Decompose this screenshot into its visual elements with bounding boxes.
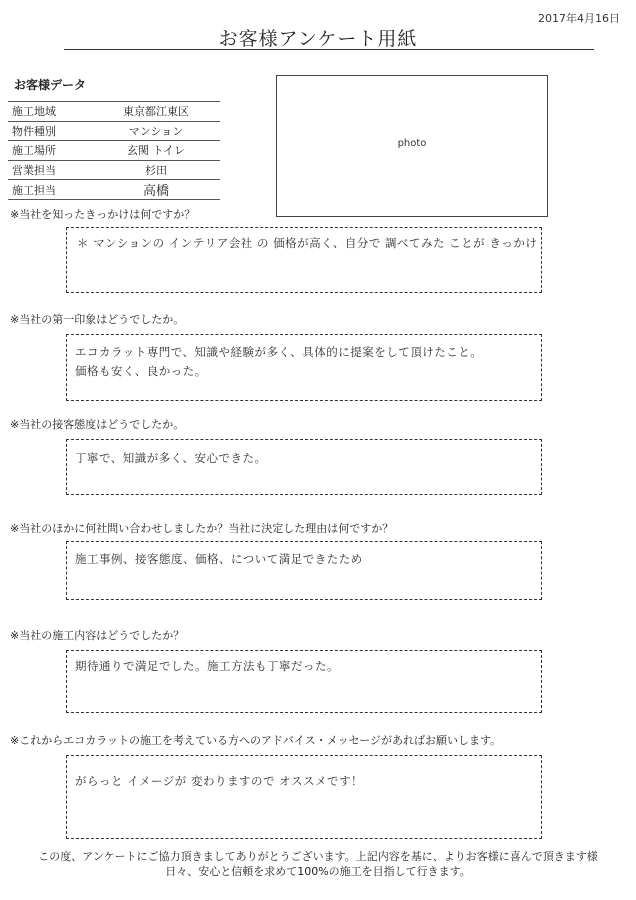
answer-5-line-1: 期待通りで満足でした。施工方法も丁寧だった。 — [75, 659, 339, 673]
info-label: 施工地域 — [12, 105, 56, 119]
info-label: 施工担当 — [12, 183, 56, 197]
info-value: 東京都江東区 — [123, 105, 189, 119]
page-title: お客様アンケート用紙 — [218, 28, 418, 50]
info-label: 物件種別 — [12, 124, 56, 138]
title-underline — [64, 49, 594, 50]
customer-section-heading: お客様データ — [14, 78, 87, 92]
answer-1-line-1: ＊ マンションの インテリア会社 の 価格が高く、自分で 調べてみた ことが きっかけ — [77, 236, 538, 250]
info-value-handwritten: 高橋 — [142, 184, 169, 200]
answer-2-line-1: エコカラット専門で、知識や経験が多く、具体的に提案をして頂けたこと。 — [75, 345, 483, 359]
photo-placeholder — [276, 75, 548, 217]
info-value: 玄関 トイレ — [127, 144, 185, 158]
info-value: マンション — [128, 124, 184, 138]
question-1: ※当社を知ったきっかけは何ですか？ — [10, 208, 196, 221]
info-row-sales-rep — [8, 161, 220, 181]
question-5: ※当社の施工内容はどうでしたか？ — [10, 629, 185, 642]
survey-date: 2017年4月16日 — [538, 12, 620, 25]
info-value: 杉田 — [145, 164, 167, 178]
answer-box-2 — [66, 334, 542, 401]
answer-box-5 — [66, 650, 542, 713]
answer-box-1 — [66, 227, 542, 293]
info-row-area — [8, 101, 220, 122]
question-2: ※当社の第一印象はどうでしたか。 — [10, 313, 185, 326]
answer-6-line-1: がらっと イメージが 変わりますので オススメです！ — [75, 774, 364, 788]
question-6: ※これからエコカラットの施工を考えている方へのアドバイス・メッセージがあればお願いします。 — [10, 734, 502, 747]
answer-box-3 — [66, 439, 542, 495]
info-row-installer — [8, 180, 220, 200]
customer-info-table — [8, 101, 220, 200]
question-4: ※当社のほかに何社問い合わせしましたか？当社に決定した理由は何ですか？ — [10, 522, 394, 535]
answer-4-line-1: 施工事例、接客態度、価格、について満足できたため — [75, 552, 363, 566]
info-label: 施工場所 — [12, 144, 56, 158]
footer-line-2: 日々、安心と信頼を求めて100%の施工を目指して行きます。 — [165, 865, 471, 878]
info-row-property-type — [8, 122, 220, 142]
answer-2-line-2: 価格も安く、良かった。 — [75, 364, 207, 378]
question-3: ※当社の接客態度はどうでしたか。 — [10, 418, 185, 431]
info-label: 営業担当 — [12, 164, 56, 178]
answer-box-4 — [66, 541, 542, 600]
info-row-location — [8, 141, 220, 161]
photo-label: photo — [397, 138, 427, 149]
footer-line-1: この度、アンケートにご協力頂きましてありがとうございます。上記内容を基に、よりお客様に喜んで頂きます様 — [38, 850, 598, 863]
answer-3-line-1: 丁寧で、知識が多く、安心できた。 — [75, 451, 267, 465]
answer-box-6 — [66, 755, 542, 839]
